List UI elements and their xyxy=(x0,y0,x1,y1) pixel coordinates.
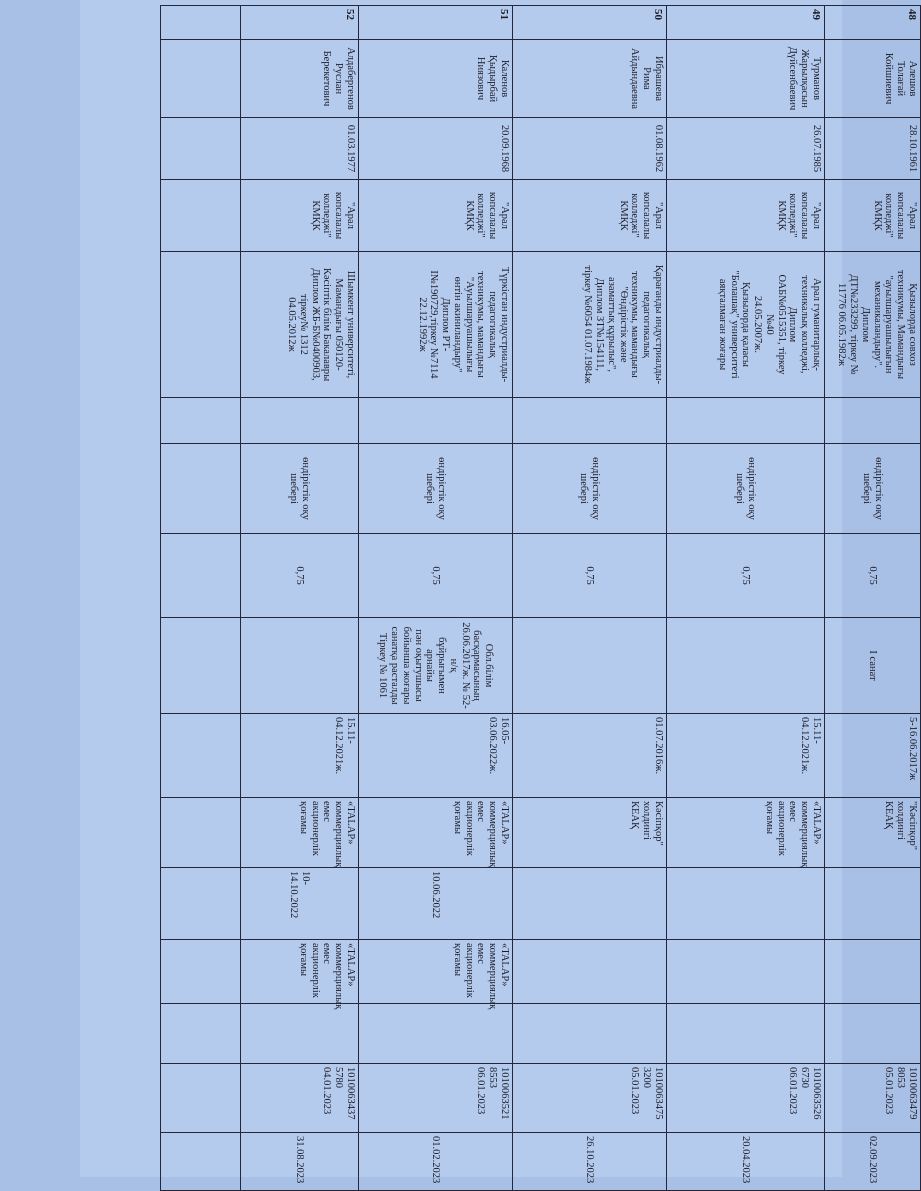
position: өндірістік оқу шебері xyxy=(667,444,825,534)
course-dates: 16.05- 03.06.2022ж. xyxy=(359,714,513,798)
empty-cell xyxy=(161,534,241,618)
rate: 0,75 xyxy=(667,534,825,618)
category: І санат xyxy=(825,618,921,714)
empty-cell xyxy=(161,40,241,118)
empty-cell xyxy=(359,1004,513,1064)
empty-cell xyxy=(161,180,241,252)
birth-date: 01.08.1962 xyxy=(513,118,667,180)
course-organization: «TALAP» коммерциялық емес акционерлік қоғамы xyxy=(359,798,513,868)
scanned-page xyxy=(80,0,918,1184)
empty-cell xyxy=(359,398,513,444)
second-course-organization xyxy=(825,940,921,1004)
workplace: "Арал копсалалы колледжі" КМҚК xyxy=(825,180,921,252)
course-dates: 01.07.2016ж. xyxy=(513,714,667,798)
second-course-dates: 10.06.2022 xyxy=(359,868,513,940)
end-date: 31.08.2023 xyxy=(241,1133,359,1191)
second-course-organization xyxy=(667,940,825,1004)
category xyxy=(667,618,825,714)
category xyxy=(513,618,667,714)
empty-cell xyxy=(825,1004,921,1064)
full-name: Ибрашева Рима Айдындаевна xyxy=(513,40,667,118)
end-date: 01.02.2023 xyxy=(359,1133,513,1191)
row-number: 49 xyxy=(667,6,825,40)
position: өндірістік оқу шебері xyxy=(359,444,513,534)
course-organization: Кәсіпқор" холдингі КЕАҚ xyxy=(513,798,667,868)
empty-cell xyxy=(667,398,825,444)
position: өндірістік оқу шебері xyxy=(513,444,667,534)
staff-qualification-table xyxy=(160,5,921,1191)
empty-cell xyxy=(513,1004,667,1064)
rate: 0,75 xyxy=(825,534,921,618)
full-name: Каленов Қыдырбай Ниязович xyxy=(359,40,513,118)
full-name: Алешов Толағай Койшиевич xyxy=(825,40,921,118)
birth-date: 01.03.1977 xyxy=(241,118,359,180)
table-row xyxy=(241,6,359,1191)
workplace: "Арал копсалалы колледжі" КМҚК xyxy=(241,180,359,252)
empty-cell xyxy=(161,940,241,1004)
category xyxy=(241,618,359,714)
table-row xyxy=(513,6,667,1191)
empty-cell xyxy=(241,1004,359,1064)
course-dates: 15.11- 04.12.2021ж. xyxy=(667,714,825,798)
second-course-organization xyxy=(513,940,667,1004)
empty-cell xyxy=(161,1064,241,1133)
education: Түркістан индустриалды- педагогикалық техникумы, мамандығы "Ауылшаруашылығы өнтін акиниландыру" Диплом РТ- І№190729,тіркеу №7114 22.12.1992ж xyxy=(359,252,513,398)
empty-cell xyxy=(667,1004,825,1064)
empty-cell xyxy=(161,618,241,714)
empty-cell xyxy=(161,252,241,398)
rate: 0,75 xyxy=(359,534,513,618)
full-name: Алдабергенов Руслан Берекетович xyxy=(241,40,359,118)
rotated-table-container xyxy=(161,5,921,1184)
birth-date: 28.10.1961 xyxy=(825,118,921,180)
second-course-dates xyxy=(825,868,921,940)
birth-date: 20.09.1968 xyxy=(359,118,513,180)
empty-cell xyxy=(161,6,241,40)
table-row xyxy=(359,6,513,1191)
course-organization: «TALAP» коммерциялық емес акционерлік қоғамы xyxy=(241,798,359,868)
empty-cell xyxy=(825,398,921,444)
empty-cell xyxy=(161,1133,241,1191)
empty-cell xyxy=(161,714,241,798)
empty-cell xyxy=(161,798,241,868)
second-course-dates xyxy=(513,868,667,940)
end-date: 26.10.2023 xyxy=(513,1133,667,1191)
course-dates: 5-16.06.2017ж xyxy=(825,714,921,798)
empty-cell xyxy=(161,868,241,940)
row-number: 50 xyxy=(513,6,667,40)
second-course-organization: «TALAP» коммерциялық емес акционерлік қоғамы xyxy=(359,940,513,1004)
empty-cell xyxy=(161,1004,241,1064)
certificate-number: 101006З521 8553 06.01.2023 xyxy=(359,1064,513,1133)
rate: 0,75 xyxy=(513,534,667,618)
empty-cell xyxy=(161,398,241,444)
course-organization: "Кәсіпқор" холдингі КЕАҚ xyxy=(825,798,921,868)
table-row xyxy=(667,6,825,1191)
row-number: 52 xyxy=(241,6,359,40)
row-number: 51 xyxy=(359,6,513,40)
workplace: "Арал копсалалы колледжі" КМҚК xyxy=(513,180,667,252)
education: Қарағанды индустриалды- педагогикалық техникумы, мамандығы "Өндірістік және азаматтық құрылыс", Диплом ЗТ№154111, тіркеу №6054 01.07.1984ж xyxy=(513,252,667,398)
education: Қызылорда совхоз техникумы, Мамандығы "ауылшаруашылығын механикаландыру". Диплом ДТ№233299, тіркеу № 11776 06.05.1982ж xyxy=(825,252,921,398)
row-number: 48 xyxy=(825,6,921,40)
empty-cell xyxy=(241,398,359,444)
course-organization: «TALAP» коммерциялық емес акционерлік қоғамы xyxy=(667,798,825,868)
end-date: 20.04.2023 xyxy=(667,1133,825,1191)
empty-table-row xyxy=(161,6,241,1191)
certificate-number: 101006З479 8053 05.01.2023 xyxy=(825,1064,921,1133)
workplace: "Арал копсалалы колледжі" КМҚК xyxy=(359,180,513,252)
end-date: 02.09.2023 xyxy=(825,1133,921,1191)
empty-cell xyxy=(513,398,667,444)
birth-date: 26.07.1985 xyxy=(667,118,825,180)
position: өндірістік оқу шебері xyxy=(241,444,359,534)
full-name: Турманов Жарылқасын Дүйсенбаевич xyxy=(667,40,825,118)
position: өндірістік оқу шебері xyxy=(825,444,921,534)
table-row xyxy=(825,6,921,1191)
certificate-number: 101006З437 5780 04.01.2023 xyxy=(241,1064,359,1133)
course-dates: 15.11- 04.12.2021ж. xyxy=(241,714,359,798)
category: Обл.білім басқармасының 26.06.2017ж. № 52-н/қ бұйрығымен арнайы пән оқытушысы бойынша жоғары санатқа расталды Тіркеу № 1061 xyxy=(359,618,513,714)
second-course-dates: 10- 14.10.2022 xyxy=(241,868,359,940)
certificate-number: 101006З475 3200 05.01.2023 xyxy=(513,1064,667,1133)
workplace: "Арал копсалалы колледжі" КМҚК xyxy=(667,180,825,252)
empty-cell xyxy=(161,444,241,534)
education: Шымкент университеті, Мамандығы 050120- Кәсіптік білім Бакалавры Диплом ЖБ-Б№0400903, тіркеу№ 1312 04.05.2012ж xyxy=(241,252,359,398)
certificate-number: 101006З526 6730 06.01.2023 xyxy=(667,1064,825,1133)
education: Арал гуманитарлық- техникалық колледжі, Диплом ОАБ№0515351, тіркеу №40 24.05.2007ж. Қызылорда қаласы "Болашақ" университеті аяқталмаған жоғары xyxy=(667,252,825,398)
second-course-dates xyxy=(667,868,825,940)
empty-cell xyxy=(161,118,241,180)
second-course-organization: «TALAP» коммерциялық емес акционерлік қоғамы xyxy=(241,940,359,1004)
rate: 0,75 xyxy=(241,534,359,618)
